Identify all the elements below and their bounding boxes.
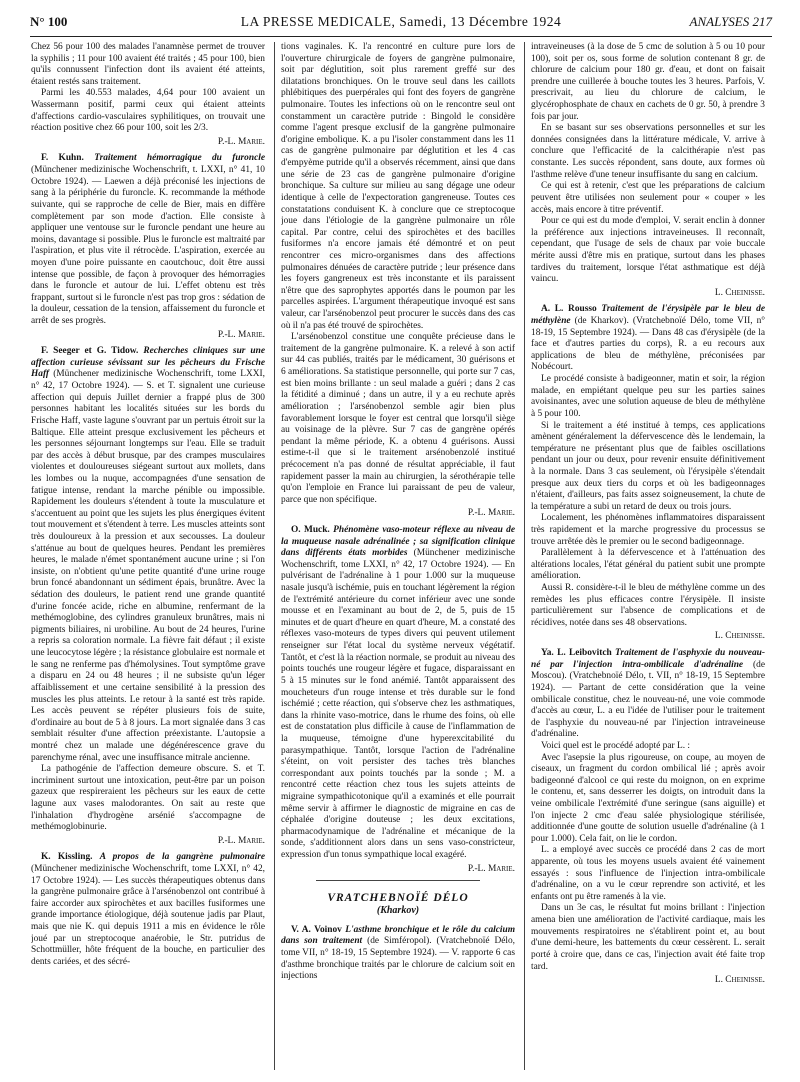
paragraph: intraveineuses (à la dose de 5 cmc de solution à 5 ou 10 pour 100), soit per os, sous forme de solution contenant 8 gr. de chlorure de calcium pour 180 gr. d'eau, et dont on faisait prendre une cuillerée à bouche toutes les 3 heures. Parfois, V. prescrivait, au lieu du chlorure de calcium, le glycérophosphate de chaux en cachets de 0 gr. 50, à prendre 3 fois par jour. [531,42,765,122]
signature: P.-L. Marie. [217,835,265,846]
paragraph: Avec l'asepsie la plus rigoureuse, on coupe, au moyen de ciseaux, un fragment du cordon ombilical lié ; après avoir badigeonné d'alcool ce qui reste du moignon, on en exprime le contenu, et, sans desserrer les doigts, on introduit dans la veine ombilicale l'extrémité d'une seringue (sans aiguille) et l'on injecte 2 cmc d'eau salée physiologique stérilisée, additionnée d'une goutte de solution usuelle d'adrénaline (à 1 pour 1.000). Cela fait, on lie le cordon. [531,752,765,844]
signature: P.-L. Marie. [467,863,515,874]
paragraph: Voici quel est le procédé adopté par L. : [541,740,690,751]
article-text: (de Moscou). (Vratchebnoïé Délo, t. VII, n° 18-19, 15 Septembre 1924). — Partant de cette considération que la veine ombilicale constitue, chez le nouveau-né, une voie commode d'accès au cœur, L. a eu l'idée de l'utiliser pour le traitement de l'asphyxie du nouveau-né par l'injection intraveineuse d'adrénaline. [531,659,765,740]
article-text: (Münchener medizinische Wochenschrift, tome LXXI, n° 42, 17 Octobre 1924). — Les succès thérapeutiques obtenus dans la gangrène pulmonaire grâce à l'arsénobenzol ont contribué à faire accorder aux spirochètes et aux bacilles fusiformes une grande importance étiologique, déjà soutenue jadis par Plaut, mais que nie K. qui depuis 1911 a mis en évidence le rôle joué par un streptocoque anaérobie, le Str. putridus de Schottmüller, hôte fréquent de la bouche, en particulier des dents cariées, et des sécré- [31,864,265,967]
signature: P.-L. Marie. [467,508,515,519]
article-title: Phénomène vaso-moteur réflexe au niveau de la muqueuse nasale adrénalinée ; sa signification clinique dans différents états morbides [281,524,515,559]
article-title: Traitement de l'asphyxie du nouveau-né par l'injection intra-ombilicale d'adrénaline [531,648,765,670]
article-text: (Münchener medizinische Wochenschrift, tome LXXI, n° 42, 17 Octobre 1924). — S. et T. signalent une curieuse affection qui depuis Juillet dernier a frappé plus de 300 personnes habitant les localités situées sur les bords du Frische Haff, vaste lagune s'ouvrant par un pertuis étroit sur la Baltique. Elle atteint presque exclusivement les pêcheurs et les personnes séjournant longtemps sur l'eau. Elle se traduit par des accès à début brusque, par des crampes musculaires violentes et douloureuses siégeant surtout aux mollets, dans les lombes ou la nuque, accompagnées d'une sensation de fatigue intense, rendant la marche pénible ou impossible. Rapidement les douleurs s'étendent à toute la musculature et s'accentuent au point que les sujets les plus énergiques évitent tout mouvement et s'étendent à terre. Les muscles atteints sont très douloureux à la pression et aux secousses. La douleur s'atténue au bout de quelques heures. Pendant les premières heures, le malade n'émet spontanément aucune urine ; si l'on insiste, on n'obtient qu'une petite quantité d'une urine rouge brun foncé abandonnant un sédiment épais, brunâtre. Avec la sédation des douleurs, le patient rend une grande quantité d'urine foncée acide, riche en albumine, renfermant de la methémoglobine, des cylindres granuleux brunâtres, mais ni pigments biliaires, ni urobiline. Au bout de 24 heures, l'urine a repris sa coloration normale. La fièvre fait défaut ; il existe une leucocytose légère ; la résistance globulaire est normale et le sang ne renferme pas d'hémolysines. Tout symptôme grave a disparu en 24 ou 48 heures ; il ne subsiste qu'un léger affaiblissement et une certaine sensibilité à la pression des muscles les plus atteints. Le retour à la santé est très rapide. Les accès peuvent se répéter plusieurs fois de suite, d'ordinaire au bout de 5 à 8 jours. La mort signalée dans 3 cas semblait résulter d'une affection préexistante. L'autopsie a montré chez un malade une dégénérescence grave du parenchyme rénal, avec une insuffisance mitrale ancienne. [31,369,265,763]
paragraph: Parmi les 40.553 malades, 4,64 pour 100 avaient un Wassermann positif, parmi ceux qui étaient atteints d'affections cardio-vasculaires syphilitiques, on trouvait une réaction positive chez 66 pour 100, soit les 2/3. [31,88,265,134]
section-subheading: (Kharkov) [376,905,420,917]
paragraph: Chez 56 pour 100 des malades l'anamnèse permet de trouver la syphilis ; 11 pour 100 avaient été traités ; 45 pour 100, bien qu'ils connussent l'infection dont ils avaient été atteints, étaient restés sans traitement. [31,42,265,87]
paragraph: Si le traitement a été institué à temps, ces applications amènent généralement la défervescence dès le lendemain, la température ne présentant plus que de faibles oscillations pendant un jour ou deux, pour revenir ensuite définitivement à la normale. Dans 3 cas seulement, où l'érysipèle s'étendait presque aux deux tiers du corps et où les badigeonnages n'étaient, d'ailleurs, pas faits assez soigneusement, la chute de la température a subi un retard de deux ou trois jours. [531,420,765,512]
article-kuhn [31,153,265,341]
paragraph: Aussi R. considère-t-il le bleu de méthylène comme un des remèdes les plus efficaces contre l'érysipèle. Il insiste particulièrement sur l'absence de complications et de récidives, notée dans ses 48 observations. [531,583,765,628]
article-author: K. Kissling. [41,852,93,863]
column-right [531,42,765,1072]
article-author: F. Kuhn. [41,153,84,164]
article-voinov [281,925,515,983]
article-author: O. Muck. [291,524,330,535]
article-title: Traitement hémorragique du furoncle [94,153,265,164]
paragraph: En se basant sur ses observations personnelles et sur les données consignées dans la littérature médicale, V. arrive à conclure que l'efficacité de la calcithérapie n'est pas constante. Les succès répondent, sans doute, aux formes où l'asthme relève d'une teneur insuffisante du sang en calcium. [531,123,765,180]
paragraph: Parallèlement à la défervescence et à l'atténuation des altérations locales, l'état général du patient subit une prompte amélioration. [531,548,765,582]
signature: L. Cheinisse. [714,287,765,298]
article-title: L'asthme bronchique et le rôle du calcium dans son traitement [281,924,515,947]
article-author: V. A. Voinov [291,924,342,935]
paragraph: Pour ce qui est du mode d'emploi, V. serait enclin à donner la préférence aux injections intraveineuses. Il reconnaît, cependant, que l'usage de sels de chaux par voie buccale mérite aussi d'être mis en pratique, surtout dans les phases tardives du traitement, lorsque l'état asthmatique est déjà vaincu. [531,216,765,285]
page-number: N° 100 [30,14,68,29]
journal-title: LA PRESSE MEDICALE, Samedi, 13 Décembre 1924 [240,14,562,29]
paragraph: tions vaginales. K. l'a rencontré en culture pure lors de l'ouverture chirurgicale de foyers de gangrène pulmonaire, soit par déglutition, soit plus rarement greffé sur des dilatations bronchiques. On le trouve seul dans les caillots phlébitiques des puerpérales qui font des foyers de gangrène pulmonaire. Toutes les infections où on le rencontre seul ont constamment un caractère putride : Bingold le considère comme l'agent presque exclusif de la gangrène pulmonaire d'origine embolique. K. a pu l'isoler constamment dans les 11 cas de gangrène pulmonaire par déglutition et les 4 cas d'empyème putride qu'il a observés récemment, ainsi que dans une série de 23 cas de gangrène pulmonaire d'origine bronchique. Sa culture sur milieu au sang dégage une odeur identique à celle de l'expectoration gangreneuse. Toutes ces constatations conduisent K. à conclure que ce streptocoque joue dans l'étiologie de la gangrène pulmonaire un rôle capital. Par contre, celui des spirochètes et des bacilles fusiformes n'a encore jamais été démontré et on peut rencontrer ces micro-organismes dans des affections pulmonaires dénuées de caractère putride ; leur présence dans les foyers gangreneux est très inconstante et ils paraissent n'être que des saprophytes apportés dans le poumon par les parcelles aspirées. L'argument thérapeutique invoqué est sans valeur, car l'arsénobenzol peut procurer le succès dans des cas où il n'a pas été trouvé de spirochètes. [281,42,515,331]
section-heading: VRATCHEBNOÏÉ DÉLO [327,892,469,905]
section-page-label: ANALYSES 217 [689,14,772,29]
article-author: F. Seeger et G. Tidow. [41,346,139,357]
paragraph: Ce qui est à retenir, c'est que les préparations de calcium peuvent être utilisées non seulement pour « couper » les accès, mais encore à titre préventif. [531,181,765,215]
paragraph: L. a employé avec succès ce procédé dans 2 cas de mort apparente, où tous les moyens usuels avaient été vainement essayés : sous l'influence de l'injection intra-ombilicale d'adrénaline, on a vu le cœur reprendre son activité, et les enfants ont pu être ramenés à la vie. [531,845,765,902]
page-header [30,14,772,37]
article-title: A propos de la gangrène pulmonaire [99,852,265,863]
paragraph: Localement, les phénomènes inflammatoires disparaissent très rapidement et la marche progressive du processus se trouve arrêtée dès le premier ou le second badigeonnage. [531,513,765,547]
article-leibovitch [531,648,765,987]
column-divider [274,42,275,1070]
article-seeger-tidow [31,346,265,847]
article-rousso [531,304,765,643]
article-text: (de Simféropol). (Vratchebnoïé Délo, tome VII, n° 18-19, 15 Septembre 1924). — V. rapporte 6 cas d'asthme bronchique traités par le chlorure de calcium soit en injections [281,936,515,982]
column-left [31,42,265,1072]
signature: P.-L. Marie. [217,136,265,147]
column-middle [281,42,515,1072]
article-muck [281,525,515,875]
paragraph: Dans un 3e cas, le résultat fut moins brillant : l'injection amena bien une amélioration de l'activité cardiaque, mais les mouvements respiratoires ne s'établirent point et, au bout d'une demi-heure, les battements du cœur cessèrent. L. serait porté à croire que, dans ce cas, l'injection avait été faite trop tard. [531,903,765,972]
paragraph: L'arsénobenzol constitue une conquête précieuse dans le traitement de la gangrène pulmonaire. K. a relevé à son actif sur 44 cas publiés, traités par le médicament, 30 guérisons et 6 améliorations. Sa statistique personnelle, qui porte sur 7 cas, est bien moins brillante : un seul malade a guéri ; dans 2 cas la fétidité a diminué ; dans un autre, il y a eu rechute après amélioration ; l'arsénobenzol semble agir bien plus favorablement lorsque le foyer est central que lorsqu'il siège au voisinage de la plèvre. Sur 7 cas de gangrène opérés pendant la même période, K. a obtenu 4 guérisons. Aussi estime-t-il que si le traitement arsénobenzolé institué précocement n'a pas donné de résultat appréciable, il faut rapidement passer la main au chirurgien, la sérothérapie telle qu'on l'emploie en France lui paraissant de peu de valeur, parce que non spécifique. [281,332,515,505]
signature: L. Cheinisse. [714,975,765,986]
article-text: (Münchener medizinische Wochenschrift, t. LXXI, n° 41, 10 Octobre 1924). — Laewen a déjà préconisé les injections de sang à la périphérie du furoncle. K. recommande la méthode suivante, qui se rapproche de celle de Bier, mais en diffère complètement par son mode d'action. Elle consiste à appliquer une ventouse sur le furoncle pendant une heure au moins, davantage si possible. Plus le furoncle est maltraité par l'aspiration, et plus vite il rétrocède. L'aspiration, exercée au moyen d'une poire puissante en caoutchouc, doit être aussi intense que possible, de façon à provoquer des hémorragies dans le furoncle et autour de lui. L'effet obtenu est très frappant, surtout si le furoncle n'est pas trop gros : sédation de la douleur, cessation de la tension, affaissement du furoncle et arrêt de ses progrès. [31,165,265,327]
signature: P.-L. Marie. [217,329,265,340]
paragraph: La pathogénie de l'affection demeure obscure. S. et T. incriminent surtout une intoxication, peut-être par un poison gazeux que respireraient les pêcheurs sur les eaux de cette lagune aux vases malodorantes. On sait au reste que l'inhalation d'hydrogène arsénié s'accompagne de methémoglobinurie. [31,764,265,833]
article-kissling [31,852,265,968]
article-text: (Münchener medizinische Wochenschrift, tome LXXI, n° 42, 17 Octobre 1924). — En pulvérisant de l'adrénaline à 1 pour 1.000 sur la muqueuse nasale jusqu'à ischémie, puis en touchant légèrement la région de l'extrémité antérieure du cornet inférieur avec une sonde mousse et en l'examinant au bout de 2, de 5, puis de 15 minutes et de quart d'heure en quart d'heure, M. a constaté des réflexes vaso-moteurs de types divers qui peuvent utilement renseigner sur l'état local du système nerveux végétatif. Tantôt, et c'est là la réaction normale, se produit au niveau des points touchés une rougeur légère et fugace, disparaissant en 5 à 15 minutes sur le fond anémié. Tantôt apparaissent des moucheteurs d'un rouge intense et très durable sur le fond ischémié ; cette réaction, qui s'observe chez les asthmatiques, dans la rhinite vaso-motrice, dans le rhume des foins, où elle est de constatation plus difficile à cause de l'inflammation de la muqueuse, témoigne d'une hyperexcitabilité du parasympathique. Tantôt, lorsque l'action de l'adrénaline s'éteint, on voit persister des taches très blanches correspondant aux points touchés par la sonde ; M. a rencontré cette réaction chez tous les sujets atteints de migraine sympathicotonique qu'il a examinés et elle pourrait même servir à affirmer le diagnostic de migraine en cas de céphalée d'origine douteuse ; les deux excitations, pharmacodynamique de l'adrénaline et mécanique de la sonde, s'additionnent alors dans un sens vaso-constricteur, expression d'un tonus sympathique local exagéré. [281,548,515,861]
article-text: (de Kharkov). (Vratchebnoïé Délo, tome VII, n° 18-19, 15 Septembre 1924). — Dans 48 cas d'érysipèle (de la face et d'autres parties du corps), R. a eu recours aux applications de bleu de méthylène, préconisées par Nobécourt. [531,316,765,373]
column-divider [524,42,525,1070]
article-title: Recherches cliniques sur une affection curieuse sévissant sur les pêcheurs du Frische Haff [31,346,265,380]
article-author: Ya. L. Leibovitch [541,648,612,659]
article-title: Traitement de l'érysipèle par le bleu de méthylène [531,304,765,327]
section-divider [316,880,480,881]
article-author: A. L. Rousso [541,304,597,315]
signature: L. Cheinisse. [714,631,765,642]
paragraph: Le procédé consiste à badigeonner, matin et soir, la région malade, en empiétant quelque peu sur les parties saines avoisinantes, avec une solution aqueuse de bleu de méthylène à 5 pour 100. [531,374,765,419]
